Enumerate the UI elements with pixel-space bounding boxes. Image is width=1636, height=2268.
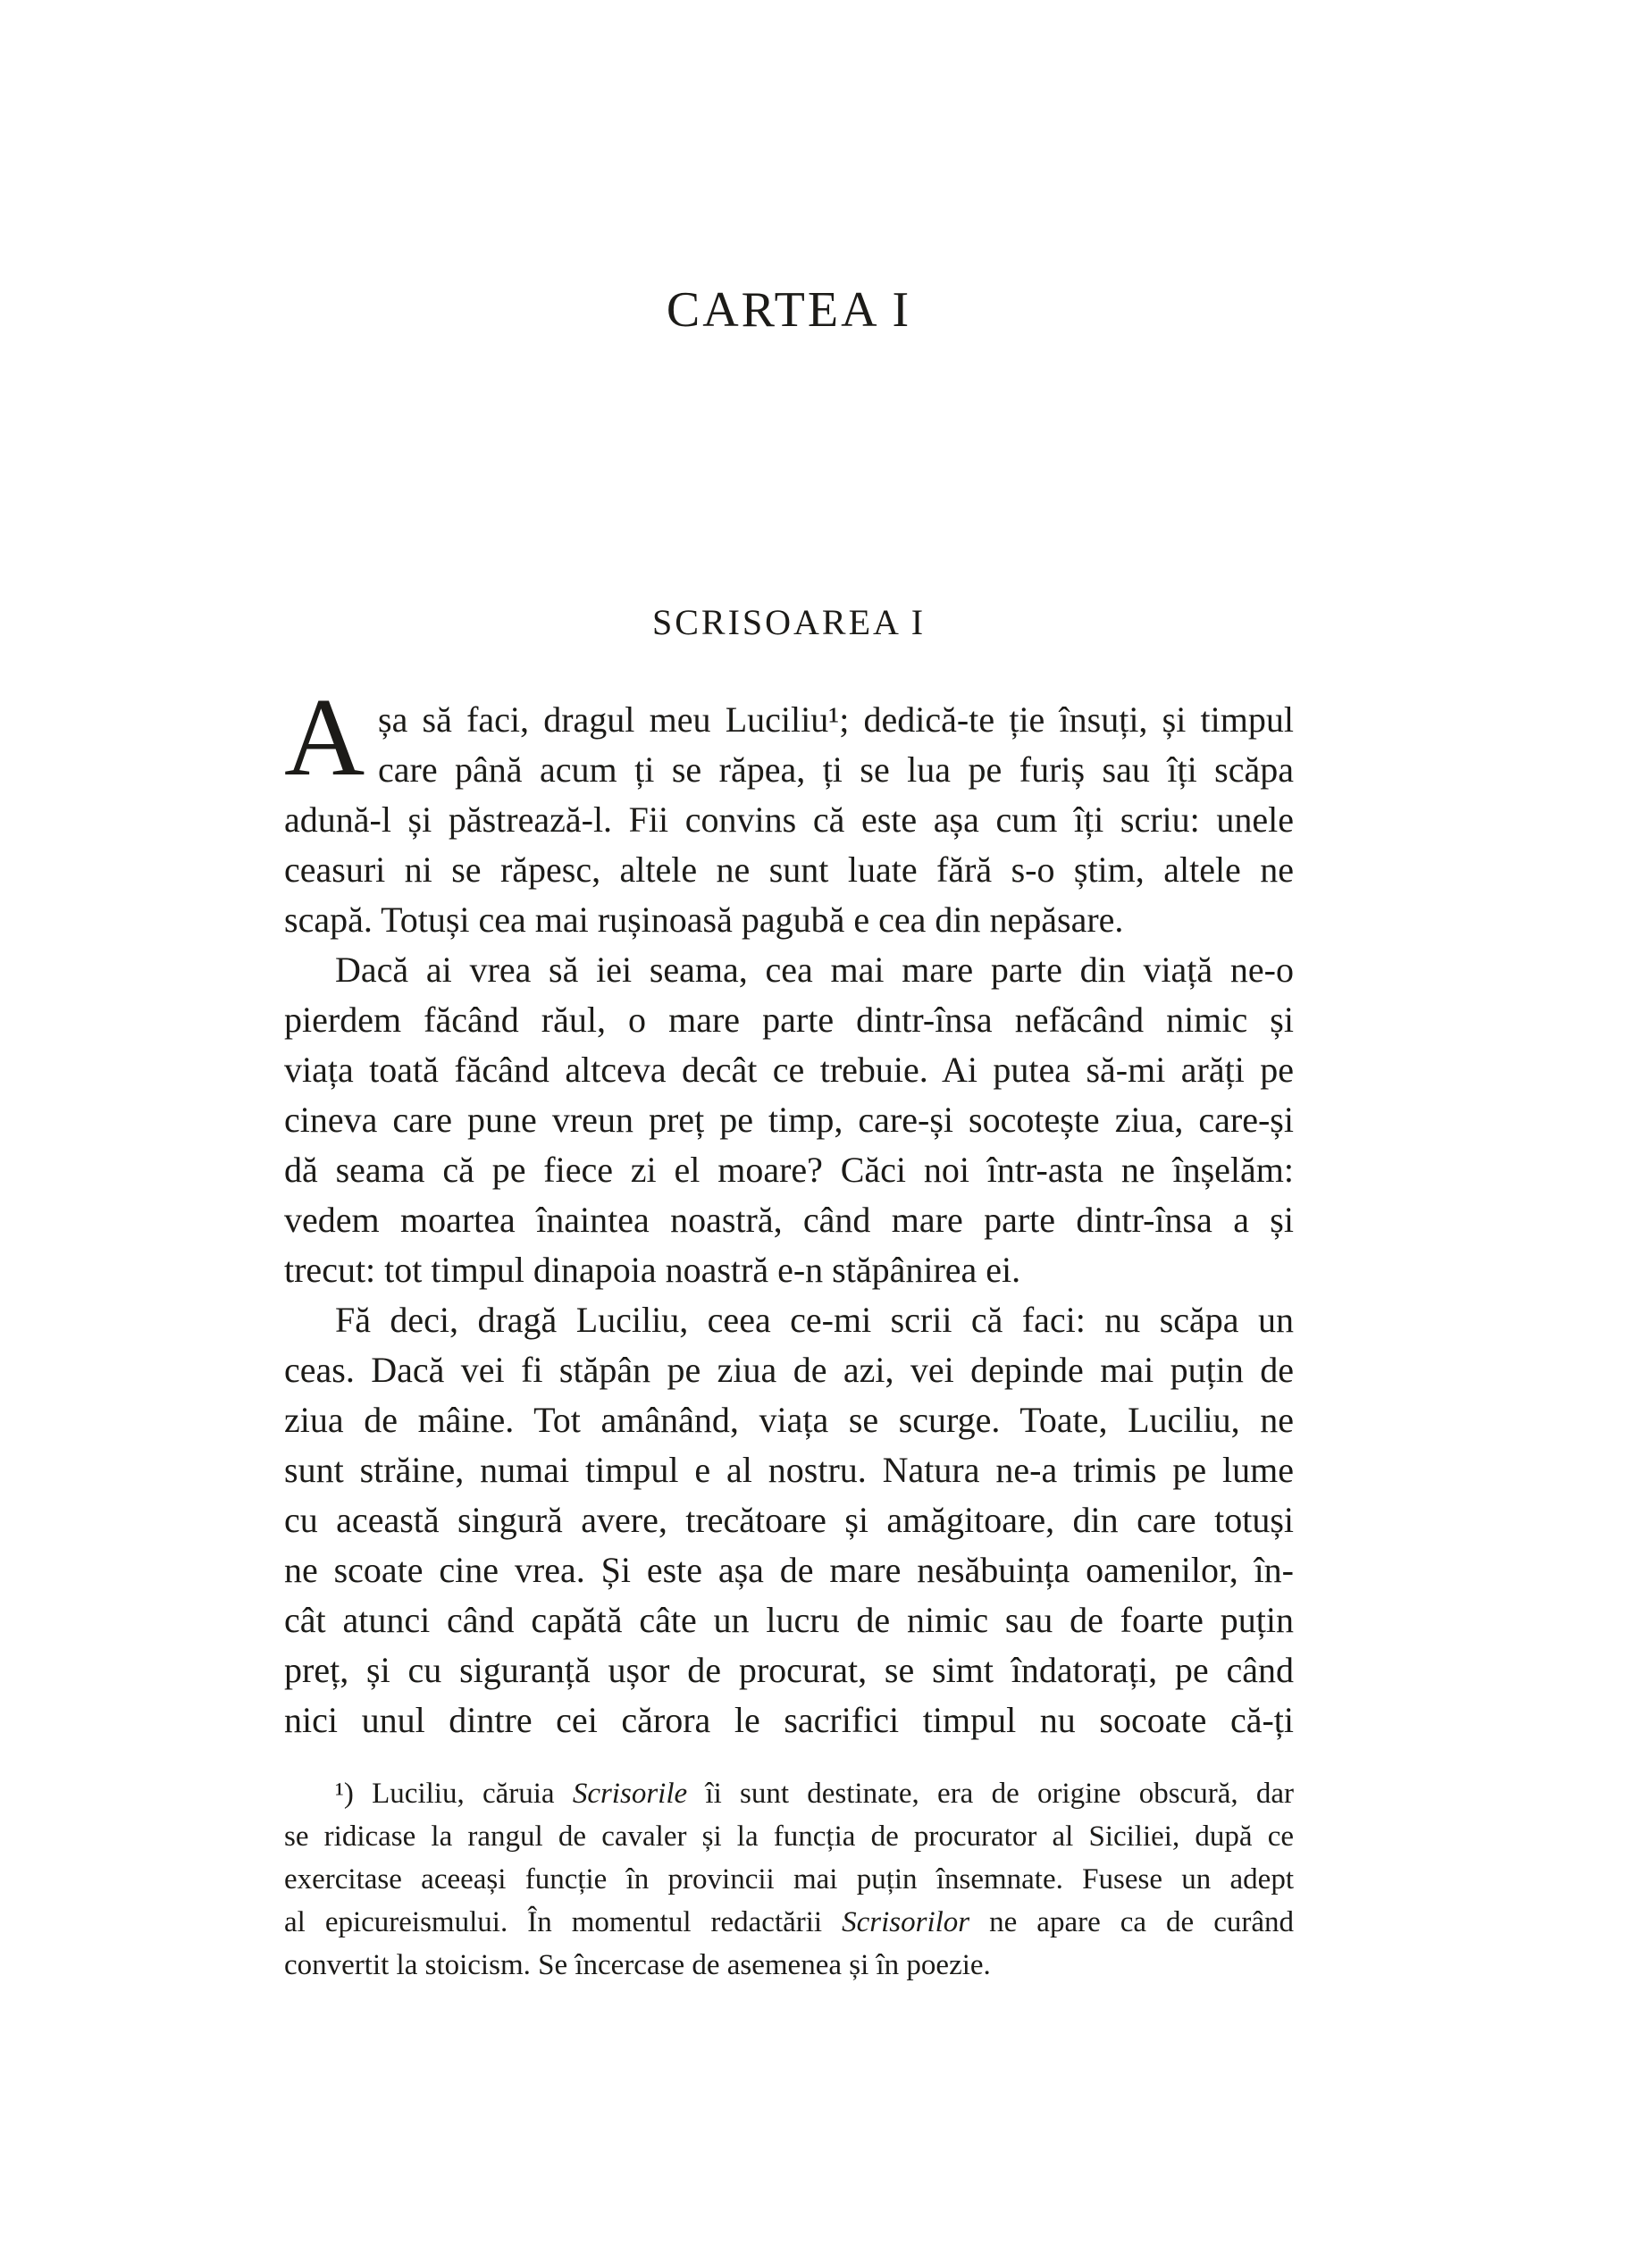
body-line: cât atunci când capătă câte un lucru de nimic sau de foarte puțin (284, 1600, 1294, 1640)
body-line: preț, și cu siguranță ușor de procurat, se simt îndatorați, pe când (284, 1650, 1294, 1690)
footnote-italic-title: Scrisorile (572, 1778, 688, 1810)
paragraph-3 (284, 1295, 1294, 1745)
body-line: cineva care pune vreun preț pe timp, care-și socotește ziua, care-și (284, 1100, 1294, 1140)
drop-cap: A (284, 676, 365, 799)
body-line: pierdem făcând răul, o mare parte dintr-însa nefăcând nimic și (284, 1000, 1294, 1040)
body-line: dă seama că pe fiece zi el moare? Căci noi într-asta ne înșelăm: (284, 1150, 1294, 1190)
body-line: scapă. Totuși cea mai rușinoasă pagubă e cea din nepăsare. (284, 900, 1124, 940)
body-line: viața toată făcând altceva decât ce trebuie. Ai putea să-mi arăți pe (284, 1050, 1294, 1090)
body-line: ziua de mâine. Tot amânând, viața se scurge. Toate, Luciliu, ne (284, 1400, 1294, 1440)
body-line: nici unul dintre cei cărora le sacrifici timpul nu socoate că-ți (284, 1700, 1294, 1740)
body-line: ceasuri ni se răpesc, altele ne sunt luate fără s-o știm, altele ne (284, 849, 1294, 890)
paragraph-1 (284, 676, 1294, 945)
footnote-line: se ridicase la rangul de cavaler și la funcția de procurator al Siciliei, după ce (284, 1820, 1294, 1853)
body-line: Dacă ai vrea să iei seama, cea mai mare parte din viață ne-o (335, 950, 1294, 990)
body-line: cu această singură avere, trecătoare și amăgitoare, din care totuși (284, 1500, 1294, 1540)
footnote-text: ¹) Luciliu, căruia (335, 1778, 573, 1810)
body-line: trecut: tot timpul dinapoia noastră e-n stăpânirea ei. (284, 1250, 1021, 1290)
footnote-line: exercitase aceeași funcție în provincii mai puțin însemnate. Fusese un adept (284, 1863, 1294, 1896)
body-line: care până acum ți se răpea, ți se lua pe furiș sau îți scăpa (378, 749, 1294, 790)
footnote-italic-title: Scrisorilor (842, 1906, 970, 1938)
body-line: adună-l și păstrează-l. Fii convins că este așa cum îți scriu: unele (284, 799, 1294, 840)
footnote-text: al epicureismului. În momentul redactării (284, 1906, 843, 1938)
body-line: ceas. Dacă vei fi stăpân pe ziua de azi, vei depinde mai puțin de (284, 1350, 1294, 1390)
body-line: ne scoate cine vrea. Și este așa de mare nesăbuința oamenilor, în- (284, 1550, 1294, 1590)
footnote-text: îi sunt destinate, era de origine obscură, dar (687, 1778, 1294, 1810)
text-column (284, 0, 1294, 2268)
body-line: șa să faci, dragul meu Luciliu¹; dedică-te ție însuți, și timpul (378, 699, 1294, 740)
footnote-line (284, 1901, 1294, 1944)
body-line: Fă deci, dragă Luciliu, ceea ce-mi scrii că faci: nu scăpa un (335, 1300, 1294, 1340)
letter-heading: SCRISOAREA I (651, 602, 927, 642)
body-line: vedem moartea înaintea noastră, când mare parte dintr-însa a și (284, 1200, 1294, 1240)
footnote-line: convertit la stoicism. Se încercase de asemenea și în poezie. (284, 1949, 991, 1981)
footnote (284, 1772, 1294, 1987)
body-line: sunt străine, numai timpul e al nostru. Natura ne-a trimis pe lume (284, 1450, 1294, 1490)
book-title: CARTEA I (666, 282, 912, 338)
footnote-line (284, 1772, 1294, 1815)
paragraph-2 (284, 945, 1294, 1295)
footnote-text: ne apare ca de curând (969, 1906, 1294, 1938)
